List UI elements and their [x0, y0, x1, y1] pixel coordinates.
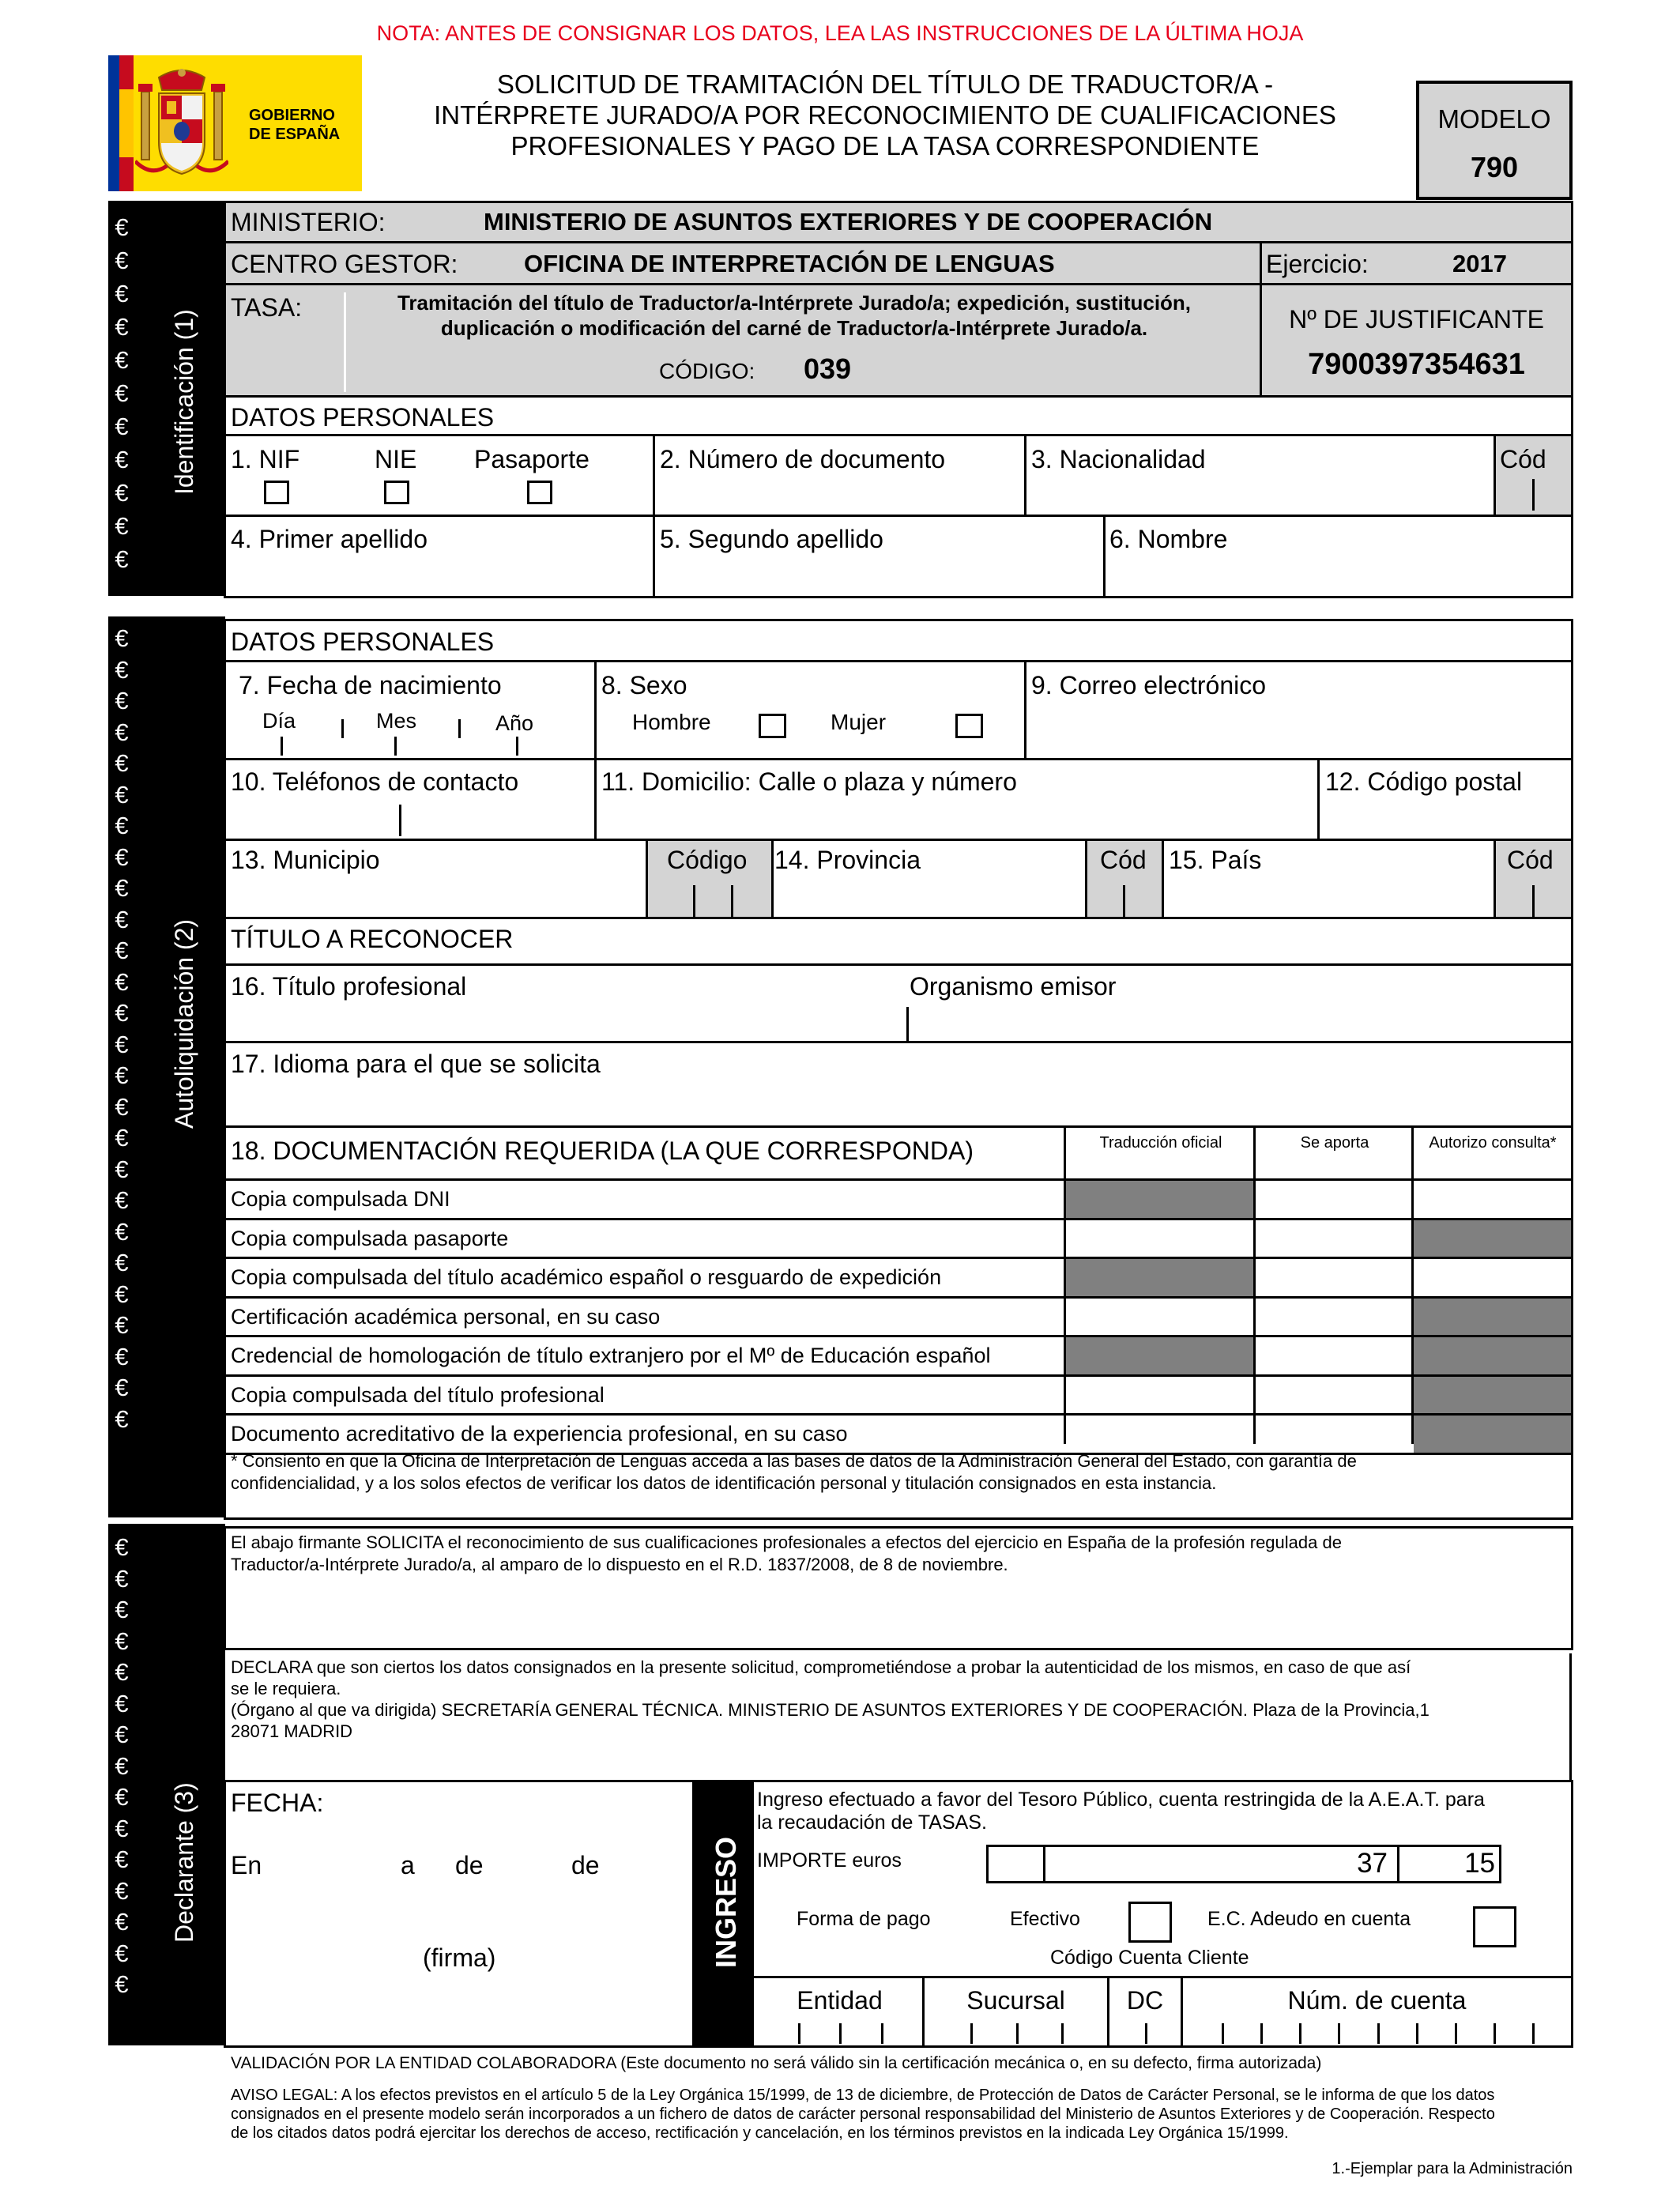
- declara-line3: (Órgano al que va dirigida) SECRETARÍA GENERAL TÉCNICA. MINISTERIO DE ASUNTOS EXTERIORES Y DE COOPERACIÓN. Plaza de la Provincia,1: [231, 1700, 1430, 1720]
- euro-mark: €: [115, 937, 129, 964]
- doc-aporta-cell[interactable]: [1256, 1259, 1411, 1296]
- euro-mark: €: [115, 1751, 129, 1780]
- codigo-label: CÓDIGO:: [659, 359, 755, 383]
- euro-mark: €: [115, 967, 129, 996]
- codigo-cuenta-cliente-label: Código Cuenta Cliente: [1050, 1947, 1249, 1969]
- doc-autorizo-cell: [1414, 1337, 1571, 1374]
- idioma-label: 17. Idioma para el que se solicita: [231, 1050, 601, 1078]
- euro-mark: €: [115, 780, 129, 809]
- doc-row-label: Credencial de homologación de título extranjero por el Mº de Educación español: [231, 1344, 991, 1367]
- doc-aporta-cell[interactable]: [1256, 1337, 1411, 1374]
- euro-mark: €: [115, 313, 129, 341]
- declara-line2: se le requiera.: [231, 1679, 341, 1698]
- spain-flag-red-top: [119, 55, 134, 89]
- digit-separator: [1494, 2023, 1496, 2044]
- nacionalidad-cod-label: Cód: [1500, 445, 1546, 473]
- doc-traduccion-cell[interactable]: [1066, 1220, 1253, 1257]
- importe-euros-value: 37: [1357, 1848, 1388, 1879]
- euro-mark: €: [115, 1217, 129, 1246]
- digit-separator: [1338, 2023, 1340, 2044]
- doc-autorizo-cell: [1414, 1416, 1571, 1453]
- primer-apellido-field[interactable]: [226, 517, 653, 596]
- sidebar-label-declarante: Declarante (3): [170, 1782, 198, 1943]
- doc-traduccion-cell[interactable]: [1066, 1377, 1253, 1414]
- dia-label: Día: [262, 709, 296, 733]
- correo-label: 9. Correo electrónico: [1031, 671, 1267, 699]
- modelo-number: 790: [1470, 151, 1519, 183]
- digit-separator: [970, 2023, 973, 2044]
- ministerio-value: MINISTERIO DE ASUNTOS EXTERIORES Y DE COOPERACIÓN: [484, 208, 1213, 236]
- nie-label: NIE: [375, 445, 417, 473]
- ingreso-band: [692, 1780, 754, 2048]
- sexo-label: 8. Sexo: [601, 671, 687, 699]
- efectivo-label: Efectivo: [1010, 1908, 1080, 1930]
- solicita-line1: El abajo firmante SOLICITA el reconocimiento de sus cualificaciones profesionales a efectos del ejercicio en España de la profesión regulada de: [231, 1532, 1342, 1552]
- codigo-value: 039: [804, 352, 852, 385]
- euro-mark: €: [115, 1533, 129, 1561]
- ingreso-line1: Ingreso efectuado a favor del Tesoro Público, cuenta restringida de la A.E.A.T. para: [757, 1789, 1485, 1811]
- organismo-emisor-field[interactable]: [909, 966, 1571, 1041]
- gobierno-logo: [108, 55, 362, 191]
- doc-aporta-cell[interactable]: [1256, 1181, 1411, 1218]
- hombre-checkbox[interactable]: [759, 714, 786, 738]
- idioma-field[interactable]: [226, 1043, 1571, 1125]
- dc-label: DC: [1126, 1986, 1164, 2015]
- justificante-label: Nº DE JUSTIFICANTE: [1289, 305, 1544, 334]
- euro-mark: €: [115, 749, 129, 777]
- euro-mark: €: [115, 1280, 129, 1308]
- doc-row-label: Copia compulsada del título académico español o resguardo de expedición: [231, 1265, 942, 1289]
- importe-label: IMPORTE euros: [757, 1849, 902, 1872]
- col-autorizo-consulta: Autorizo consulta*: [1429, 1134, 1557, 1152]
- nacionalidad-label: 3. Nacionalidad: [1031, 445, 1206, 473]
- entidad-label: Entidad: [797, 1986, 883, 2015]
- solicita-line2: Traductor/a-Intérprete Jurado/a, al amparo de lo dispuesto en el R.D. 1837/2008, de 8 de noviembre.: [231, 1555, 1008, 1574]
- aviso-legal-line3: de los citados datos podrá ejercitar los derechos de acceso, rectificación y cancelación, en los términos previstos en la indicada Ley Orgánica 15/1999.: [231, 2124, 1289, 2142]
- euro-mark: €: [115, 545, 129, 573]
- codigo-postal-label: 12. Código postal: [1325, 767, 1523, 796]
- form-title-line1: SOLICITUD DE TRAMITACIÓN DEL TÍTULO DE TRADUCTOR/A -: [496, 70, 1274, 99]
- digit-separator: [1145, 2023, 1147, 2044]
- euro-mark: €: [115, 905, 129, 933]
- efectivo-checkbox[interactable]: [1128, 1902, 1172, 1943]
- coat-of-arms-icon: [135, 66, 228, 185]
- consiento-line1: * Consiento en que la Oficina de Interpretación de Lenguas acceda a las bases de datos de la Administración General del Estado, con garantía de: [231, 1451, 1357, 1471]
- modelo-label: MODELO: [1437, 104, 1551, 134]
- doc-aporta-cell[interactable]: [1256, 1299, 1411, 1336]
- doc-aporta-cell[interactable]: [1256, 1377, 1411, 1414]
- datos-personales-heading-2: DATOS PERSONALES: [231, 628, 495, 656]
- euro-mark: €: [115, 1721, 129, 1748]
- digit-separator: [798, 2023, 800, 2044]
- numero-documento-field[interactable]: [655, 436, 1024, 515]
- municipio-field[interactable]: [226, 841, 646, 917]
- aviso-legal-line1: AVISO LEGAL: A los efectos previstos en el artículo 5 de la Ley Orgánica 15/1999, de 13 de diciembre, de Protección de Datos de Carácter Personal, se le informa de que los datos: [231, 2087, 1495, 2104]
- euro-mark: €: [115, 1845, 129, 1873]
- codigo-postal-field[interactable]: [1320, 760, 1571, 839]
- euro-mark: €: [115, 1404, 129, 1433]
- fecha-en: En: [231, 1851, 262, 1879]
- doc-aporta-cell[interactable]: [1256, 1416, 1411, 1453]
- aviso-legal-line2: consignados en el presente modelo serán incorporados a un fichero de datos de carácter personal responsabilidad del Ministerio de Asuntos Exteriores y de Cooperación. Respecto: [231, 2105, 1495, 2123]
- doc-row-label: Copia compulsada DNI: [231, 1187, 450, 1211]
- euro-mark: €: [115, 213, 129, 241]
- euro-mark: €: [115, 1092, 129, 1121]
- fecha-nacimiento-label: 7. Fecha de nacimiento: [239, 671, 502, 699]
- euro-mark: €: [115, 1658, 129, 1686]
- euro-mark: €: [115, 1124, 129, 1152]
- euro-mark: €: [115, 280, 129, 307]
- euro-mark: €: [115, 1627, 129, 1655]
- euro-mark: €: [115, 1249, 129, 1276]
- ejercicio-value: 2017: [1452, 250, 1507, 277]
- nif-field[interactable]: [226, 436, 653, 515]
- pais-cod-label: Cód: [1507, 846, 1554, 874]
- doc-aporta-cell[interactable]: [1256, 1220, 1411, 1257]
- doc-autorizo-cell: [1414, 1220, 1571, 1257]
- provincia-cod-label: Cód: [1100, 846, 1147, 874]
- pais-label: 15. País: [1169, 846, 1262, 874]
- doc-autorizo-cell: [1414, 1377, 1571, 1414]
- titulo-profesional-label: 16. Título profesional: [231, 972, 467, 1001]
- euro-mark: €: [115, 1814, 129, 1842]
- fecha-nacimiento-field[interactable]: [226, 662, 594, 758]
- instructions-note: NOTA: ANTES DE CONSIGNAR LOS DATOS, LEA LAS INSTRUCCIONES DE LA ÚLTIMA HOJA: [376, 21, 1304, 45]
- tasa-label: TASA:: [231, 293, 303, 322]
- importe-cents-value: 15: [1464, 1848, 1495, 1879]
- euro-mark: €: [115, 812, 129, 839]
- adeudo-cuenta-label: E.C. Adeudo en cuenta: [1207, 1908, 1411, 1930]
- doc-traduccion-cell: [1066, 1259, 1253, 1296]
- euro-mark: €: [115, 1030, 129, 1058]
- digit-separator: [1299, 2023, 1301, 2044]
- modelo-box: [1416, 81, 1573, 200]
- euro-mark: €: [115, 247, 129, 274]
- municipio-label: 13. Municipio: [231, 846, 380, 874]
- euro-mark: €: [115, 346, 129, 374]
- domicilio-label: 11. Domicilio: Calle o plaza y número: [601, 767, 1017, 796]
- euro-mark: €: [115, 999, 129, 1027]
- correo-field[interactable]: [1026, 662, 1571, 758]
- hombre-label: Hombre: [632, 710, 711, 734]
- doc-traduccion-cell[interactable]: [1066, 1299, 1253, 1336]
- doc-row-label: Documento acreditativo de la experiencia profesional, en su caso: [231, 1422, 848, 1446]
- euro-mark: €: [115, 1311, 129, 1339]
- ejemplar-label: 1.-Ejemplar para la Administración: [1332, 2160, 1573, 2177]
- logo-line2: DE ESPAÑA: [249, 126, 341, 143]
- euro-mark: €: [115, 413, 129, 440]
- doc-autorizo-cell[interactable]: [1414, 1259, 1571, 1296]
- euro-mark: €: [115, 687, 129, 714]
- ministerio-label: MINISTERIO:: [231, 208, 386, 236]
- doc-row-label: Copia compulsada pasaporte: [231, 1227, 509, 1250]
- telefonos-field[interactable]: [226, 760, 594, 839]
- sidebar-label-identificacion: Identificación (1): [170, 309, 198, 495]
- euro-mark: €: [115, 718, 129, 746]
- digit-separator: [1222, 2023, 1224, 2044]
- consiento-line2: confidencialidad, y a los solos efectos de verificar los datos de identificación personal y titulación consignados en esta instancia.: [231, 1473, 1217, 1493]
- euro-mark: €: [115, 1155, 129, 1183]
- mes-label: Mes: [376, 709, 417, 733]
- documentacion-heading: 18. DOCUMENTACIÓN REQUERIDA (LA QUE CORRESPONDA): [231, 1137, 974, 1165]
- euro-mark: €: [115, 655, 129, 684]
- doc-traduccion-cell: [1066, 1337, 1253, 1374]
- domicilio-field[interactable]: [597, 760, 1317, 839]
- doc-autorizo-cell: [1414, 1299, 1571, 1336]
- validacion-text: VALIDACIÓN POR LA ENTIDAD COLABORADORA (Este documento no será válido sin la certificación mecánica o, en su defecto, firma autorizada): [231, 2054, 1322, 2072]
- ingreso-label: INGRESO: [710, 1836, 742, 1968]
- eu-flag-strip: [108, 55, 119, 191]
- pais-field[interactable]: [1164, 841, 1494, 917]
- declara-line1: DECLARA que son ciertos los datos consignados en la presente solicitud, comprometiéndose a probar la autenticidad de los mismos, en caso de que así: [231, 1657, 1411, 1677]
- organismo-emisor-label: Organismo emisor: [910, 972, 1117, 1001]
- firma-label: (firma): [423, 1943, 496, 1972]
- spain-flag-red-bottom: [119, 157, 134, 191]
- numero-cuenta-label: Núm. de cuenta: [1287, 1986, 1467, 2015]
- euro-mark: €: [115, 1783, 129, 1811]
- declara-line4: 28071 MADRID: [231, 1721, 353, 1741]
- mujer-checkbox[interactable]: [955, 714, 983, 738]
- mujer-label: Mujer: [831, 710, 887, 734]
- nombre-label: 6. Nombre: [1109, 525, 1228, 553]
- euro-mark: €: [115, 1689, 129, 1717]
- pasaporte-label: Pasaporte: [474, 445, 590, 473]
- euro-mark: €: [115, 1061, 129, 1089]
- digit-separator: [839, 2023, 842, 2044]
- sidebar-autoliquidacion: [108, 616, 225, 1517]
- col-traduccion-oficial: Traducción oficial: [1099, 1134, 1222, 1152]
- datos-personales-heading-1: DATOS PERSONALES: [231, 403, 495, 432]
- centro-gestor-label: CENTRO GESTOR:: [231, 250, 458, 278]
- euro-mark: €: [115, 512, 129, 540]
- euro-mark: €: [115, 1342, 129, 1370]
- doc-traduccion-cell: [1066, 1181, 1253, 1218]
- digit-separator: [1260, 2023, 1263, 2044]
- ingreso-line2: la recaudación de TASAS.: [757, 1811, 987, 1834]
- anio-label: Año: [495, 711, 534, 735]
- digit-separator: [1016, 2023, 1019, 2044]
- fecha-de-2: de: [571, 1851, 600, 1879]
- ejercicio-label: Ejercicio:: [1266, 250, 1369, 278]
- digit-separator: [1455, 2023, 1457, 2044]
- segundo-apellido-label: 5. Segundo apellido: [660, 525, 883, 553]
- fecha-de-1: de: [455, 1851, 484, 1879]
- telefonos-label: 10. Teléfonos de contacto: [231, 767, 519, 796]
- sidebar-identificacion: [108, 201, 225, 596]
- fecha-label: FECHA:: [231, 1789, 324, 1817]
- euro-mark: €: [115, 1970, 129, 1998]
- tasa-description-line2: duplicación o modificación del carné de Traductor/a-Intérprete Jurado/a.: [440, 316, 1148, 340]
- spain-flag-yellow: [119, 89, 134, 157]
- euro-mark: €: [115, 843, 129, 871]
- nombre-field[interactable]: [1106, 517, 1571, 596]
- sidebar-declarante: [108, 1524, 225, 2045]
- digit-separator: [1416, 2023, 1418, 2044]
- euro-mark: €: [115, 1876, 129, 1905]
- primer-apellido-label: 4. Primer apellido: [231, 525, 428, 553]
- titulo-reconocer-heading: TÍTULO A RECONOCER: [231, 925, 514, 953]
- euro-mark: €: [115, 874, 129, 902]
- tasa-description-line1: Tramitación del título de Traductor/a-Intérprete Jurado/a; expedición, sustitución,: [397, 291, 1192, 315]
- digit-separator: [1532, 2023, 1535, 2044]
- euro-mark: €: [115, 1186, 129, 1214]
- firma-area[interactable]: [226, 1889, 692, 2043]
- euro-mark: €: [115, 1564, 129, 1593]
- logo-line1: GOBIERNO: [249, 107, 335, 124]
- euro-mark: €: [115, 1596, 129, 1623]
- doc-autorizo-cell[interactable]: [1414, 1181, 1571, 1218]
- fecha-a: a: [401, 1851, 415, 1879]
- digit-separator: [881, 2023, 883, 2044]
- provincia-field[interactable]: [774, 841, 1085, 917]
- digit-separator: [1377, 2023, 1380, 2044]
- doc-row-label: Certificación académica personal, en su caso: [231, 1305, 661, 1329]
- col-se-aporta: Se aporta: [1300, 1134, 1369, 1152]
- justificante-value: 7900397354631: [1308, 348, 1525, 381]
- nif-label: 1. NIF: [231, 445, 300, 473]
- centro-gestor-value: OFICINA DE INTERPRETACIÓN DE LENGUAS: [524, 250, 1055, 277]
- euro-mark: €: [115, 479, 129, 507]
- municipio-codigo-label: Código: [667, 846, 748, 874]
- euro-mark: €: [115, 379, 129, 407]
- form-title-line2: INTÉRPRETE JURADO/A POR RECONOCIMIENTO DE CUALIFICACIONES: [434, 100, 1336, 130]
- euro-mark: €: [115, 446, 129, 473]
- doc-row-label: Copia compulsada del título profesional: [231, 1383, 605, 1407]
- segundo-apellido-field[interactable]: [655, 517, 1103, 596]
- euro-mark: €: [115, 624, 129, 652]
- doc-traduccion-cell[interactable]: [1066, 1416, 1253, 1453]
- numero-documento-label: 2. Número de documento: [660, 445, 946, 473]
- form-title-line3: PROFESIONALES Y PAGO DE LA TASA CORRESPONDIENTE: [510, 131, 1260, 160]
- digit-separator: [1061, 2023, 1064, 2044]
- euro-mark: €: [115, 1908, 129, 1936]
- euro-mark: €: [115, 1374, 129, 1401]
- euro-mark: €: [115, 1939, 129, 1967]
- adeudo-cuenta-checkbox[interactable]: [1473, 1906, 1516, 1947]
- forma-pago-label: Forma de pago: [797, 1908, 931, 1930]
- provincia-label: 14. Provincia: [774, 846, 921, 874]
- titulo-profesional-field[interactable]: [226, 966, 906, 1041]
- nacionalidad-field[interactable]: [1026, 436, 1494, 515]
- sucursal-label: Sucursal: [966, 1986, 1065, 2015]
- sidebar-label-autoliquidacion: Autoliquidación (2): [170, 918, 198, 1129]
